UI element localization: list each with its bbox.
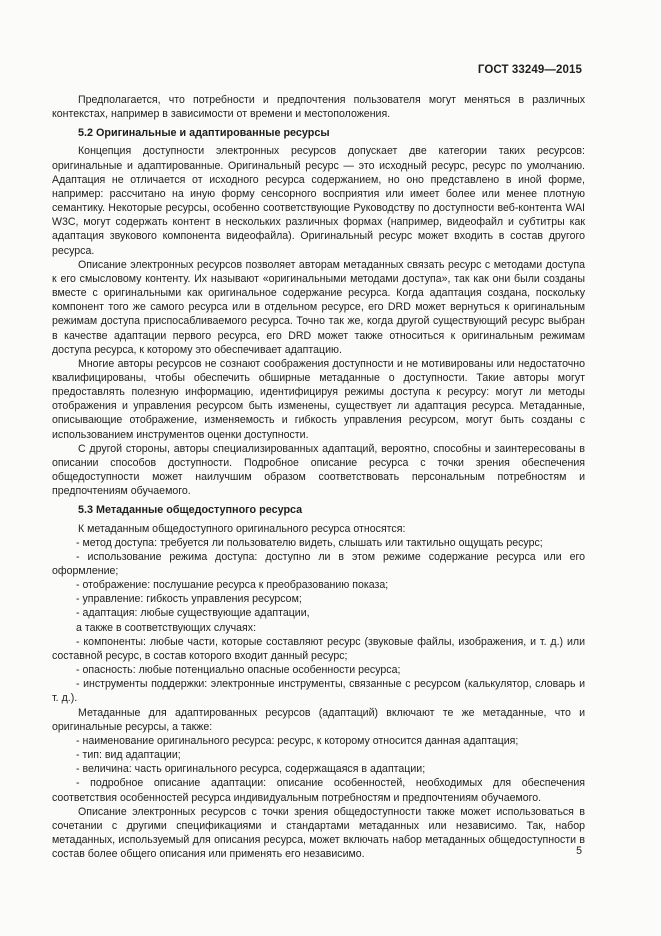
page-number: 5 xyxy=(576,845,582,857)
list-item: - компоненты: любые части, которые составляют ресурс (звуковые файлы, изображения, и т. д.) или составной ресурс, в состав которого входит данный ресурс; xyxy=(52,635,585,662)
list-item: - опасность: любые потенциально опасные особенности ресурса; xyxy=(76,664,401,677)
body-paragraph: С другой стороны, авторы специализированных адаптаций, вероятно, способны и заинтересованы в описании способов доступности. Подробное описание ресурса с точки зрения обеспечения общедоступности может наилучшим образом соответствовать персональным потребностям и предпочтениям обучаемого. xyxy=(52,442,585,498)
body-paragraph: Концепция доступности электронных ресурсов допускает две категории таких ресурсов: оригинальные и адаптированные. Оригинальный ресурс — это исходный ресурс, ресурс по умолчанию. Адаптация не отличается от исходного ресурса содержанием, но оно представлено в иной форме, например: рассчитано на иную форму сенсорного восприятия или имеет более или менее плотную семантику. Некоторые ресурсы, особенно соответствующие Руководству по доступности веб-контента WAI W3C, могут содержать контент в нескольких различных формах (например, видеофайл и субтитры как адаптация звукового компонента видеофайла). Оригинальный ресурс может входить в состав другого ресурса. xyxy=(52,145,585,257)
list-item: - использование режима доступа: доступно ли в этом режиме содержание ресурса или его оформление; xyxy=(52,550,585,577)
list-item: - величина: часть оригинального ресурса, содержащаяся в адаптации; xyxy=(76,763,426,776)
body-paragraph: Описание электронных ресурсов позволяет авторам метаданных связать ресурс с методами доступа к его смысловому контенту. Их называют «оригинальными методами доступа», так как они были созданы вместе с оригинальными как оригинальное содержание ресурса. Когда адаптация создана, поскольку компонент того же самого ресурса или в отдельном ресурсе, его DRD может вернуться к оригинальным режимам доступа приспосабливаемого ресурса. Точно так же, когда другой существующий ресурс выбран в качестве адаптации первого ресурса, его DRD может также относиться к оригинальным режимам доступа ресурса, к которому это обеспечивает адаптацию. xyxy=(52,258,585,356)
body-paragraph: Метаданные для адаптированных ресурсов (адаптаций) включают те же метаданные, что и оригинальные ресурсы, а также: xyxy=(52,706,585,733)
list-item: - тип: вид адаптации; xyxy=(76,749,181,762)
list-item: - метод доступа: требуется ли пользователю видеть, слышать или тактильно ощущать ресурс; xyxy=(76,536,543,549)
list-item: а также в соответствующих случаях: xyxy=(76,621,257,634)
list-item: - инструменты поддержки: электронные инструменты, связанные с ресурсом (калькулятор, словарь и т. д.). xyxy=(52,678,585,705)
body-paragraph: Многие авторы ресурсов не сознают соображения доступности и не мотивированы или недостаточно квалифицированы, чтобы обеспечить обширные метаданные о доступности. Такие авторы могут предоставлять полезную информацию, идентифицируя режимы доступа к ресурсу: могут ли методы отображения и управления ресурсом быть изменены, существует ли адаптация ресурса. Метаданные, описывающие отображение, изменяемость и гибкость управления ресурсом, могут быть созданы с использованием инструментов оценки доступности. xyxy=(52,357,585,441)
body-paragraph: Описание электронных ресурсов с точки зрения общедоступности также может использоваться в сочетании с другими спецификациями и стандартами метаданных или независимо. Так, набор метаданных, используемый для описания ресурса, может включать набор метаданных общедоступности в состав более общего описания или применять его независимо. xyxy=(52,805,585,861)
list-item: - управление: гибкость управления ресурсом; xyxy=(76,593,302,606)
standard-designation: ГОСТ 33249—2015 xyxy=(477,64,582,76)
list-item: - подробное описание адаптации: описание особенностей, необходимых для обеспечения соответствия особенностей ресурса индивидуальным потребностям и предпочтениям обучаемого. xyxy=(52,777,585,804)
body-paragraph: К метаданным общедоступного оригинального ресурса относятся: xyxy=(78,522,406,535)
document-body xyxy=(52,93,585,861)
list-item: - отображение: послушание ресурса к преобразованию показа; xyxy=(76,579,389,592)
section-heading: 5.3 Метаданные общедоступного ресурса xyxy=(78,504,303,517)
section-heading: 5.2 Оригинальные и адаптированные ресурсы xyxy=(78,127,330,140)
list-item: - наименование оригинального ресурса: ресурс, к которому относится данная адаптация; xyxy=(76,734,519,747)
body-paragraph: Предполагается, что потребности и предпочтения пользователя могут меняться в различных контекстах, например в зависимости от времени и местоположения. xyxy=(52,94,585,121)
list-item: - адаптация: любые существующие адаптации, xyxy=(76,607,310,620)
